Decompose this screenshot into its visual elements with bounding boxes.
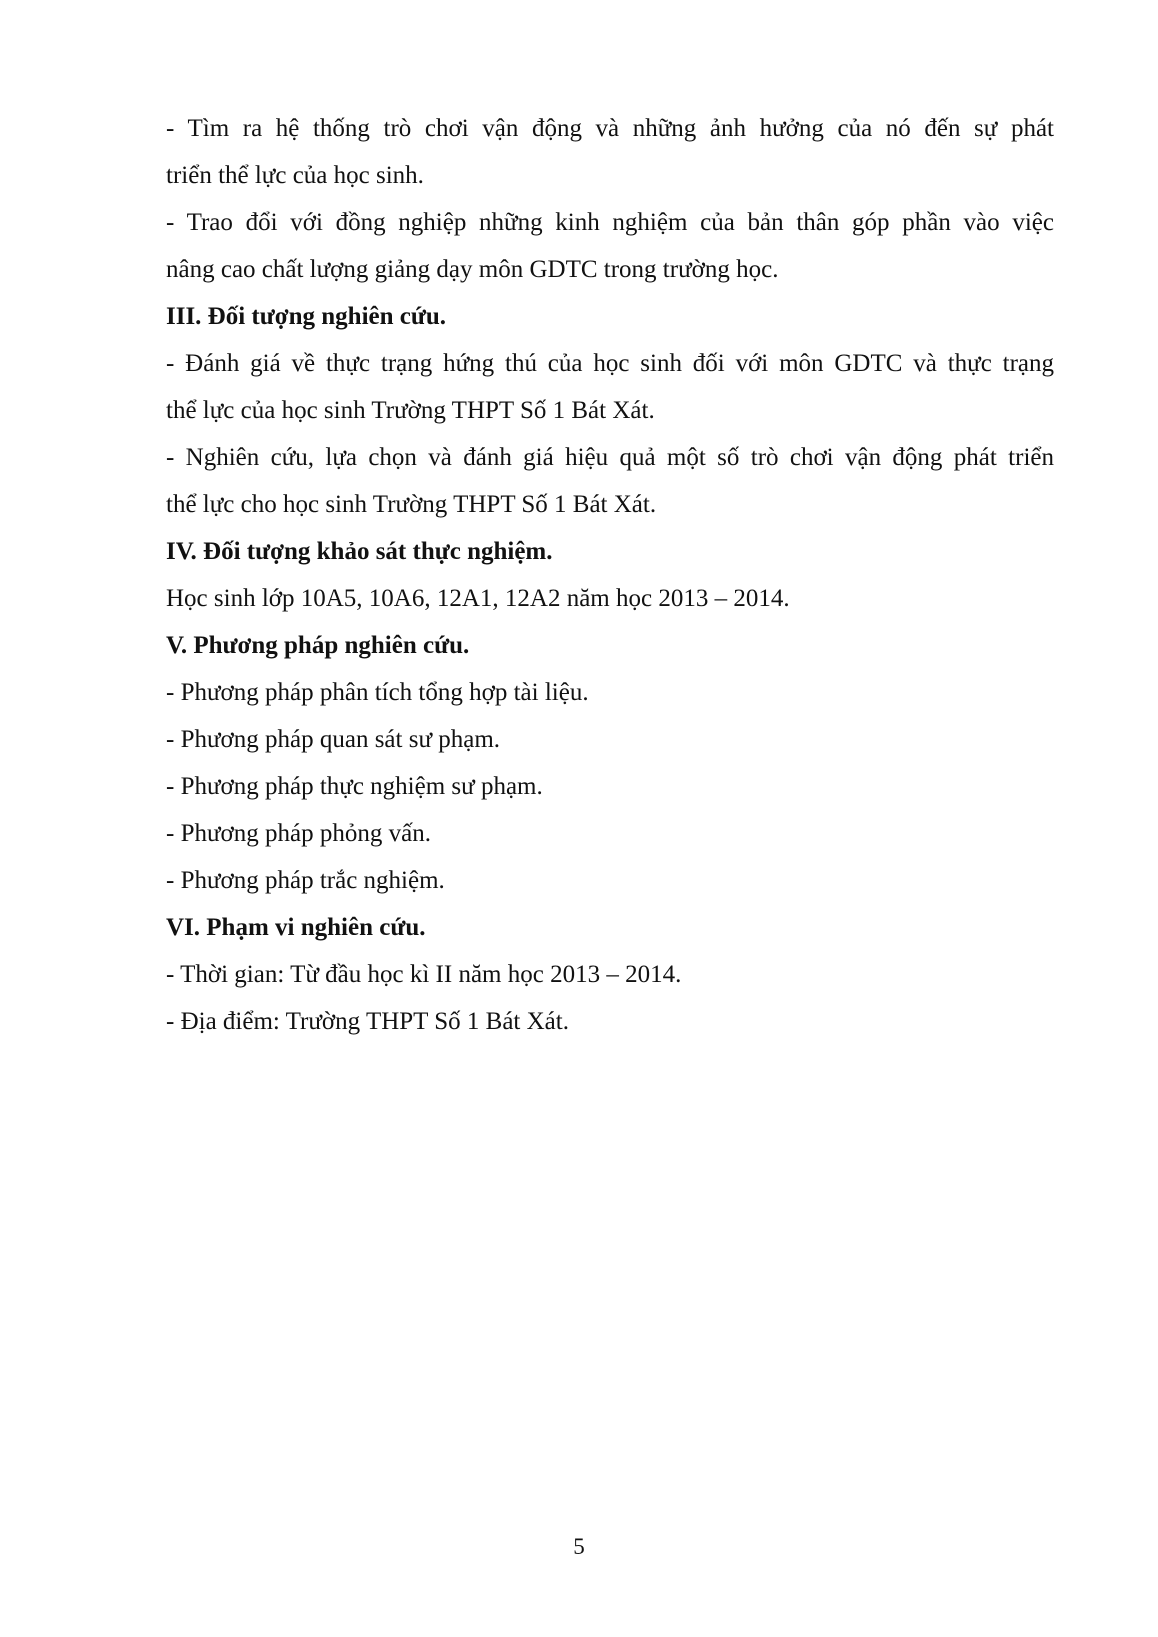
objective-line-1: - Tìm ra hệ thống trò chơi vận động và những ảnh hưởng của nó đến sự phát bbox=[166, 115, 1054, 142]
objective-line-4: nâng cao chất lượng giảng dạy môn GDTC trong trường học. bbox=[166, 256, 779, 283]
section-heading-vi: VI. Phạm vi nghiên cứu. bbox=[166, 914, 426, 941]
method-item-4: - Phương pháp phỏng vấn. bbox=[166, 820, 431, 847]
page-number: 5 bbox=[573, 1534, 585, 1559]
scope-location-line: - Địa điểm: Trường THPT Số 1 Bát Xát. bbox=[166, 1008, 569, 1035]
survey-subjects-line: Học sinh lớp 10A5, 10A6, 12A1, 12A2 năm học 2013 – 2014. bbox=[166, 585, 790, 612]
section-heading-v: V. Phương pháp nghiên cứu. bbox=[166, 632, 470, 659]
method-item-3: - Phương pháp thực nghiệm sư phạm. bbox=[166, 773, 543, 800]
scope-time-line: - Thời gian: Từ đầu học kì II năm học 2013 – 2014. bbox=[166, 961, 682, 988]
objective-line-3: - Trao đổi với đồng nghiệp những kinh nghiệm của bản thân góp phần vào việc bbox=[166, 209, 1054, 236]
research-object-line-2: thể lực của học sinh Trường THPT Số 1 Bát Xát. bbox=[166, 397, 655, 424]
method-item-1: - Phương pháp phân tích tổng hợp tài liệu. bbox=[166, 679, 589, 706]
objective-line-2: triển thể lực của học sinh. bbox=[166, 162, 424, 189]
research-object-line-1: - Đánh giá về thực trạng hứng thú của học sinh đối với môn GDTC và thực trạng bbox=[166, 350, 1054, 377]
page-body bbox=[166, 105, 1054, 1045]
research-object-line-3: - Nghiên cứu, lựa chọn và đánh giá hiệu quả một số trò chơi vận động phát triển bbox=[166, 444, 1054, 471]
section-heading-iii: III. Đối tượng nghiên cứu. bbox=[166, 303, 447, 330]
section-heading-iv: IV. Đối tượng khảo sát thực nghiệm. bbox=[166, 538, 553, 565]
method-item-5: - Phương pháp trắc nghiệm. bbox=[166, 867, 445, 894]
method-item-2: - Phương pháp quan sát sư phạm. bbox=[166, 726, 501, 753]
research-object-line-4: thể lực cho học sinh Trường THPT Số 1 Bát Xát. bbox=[166, 491, 657, 518]
